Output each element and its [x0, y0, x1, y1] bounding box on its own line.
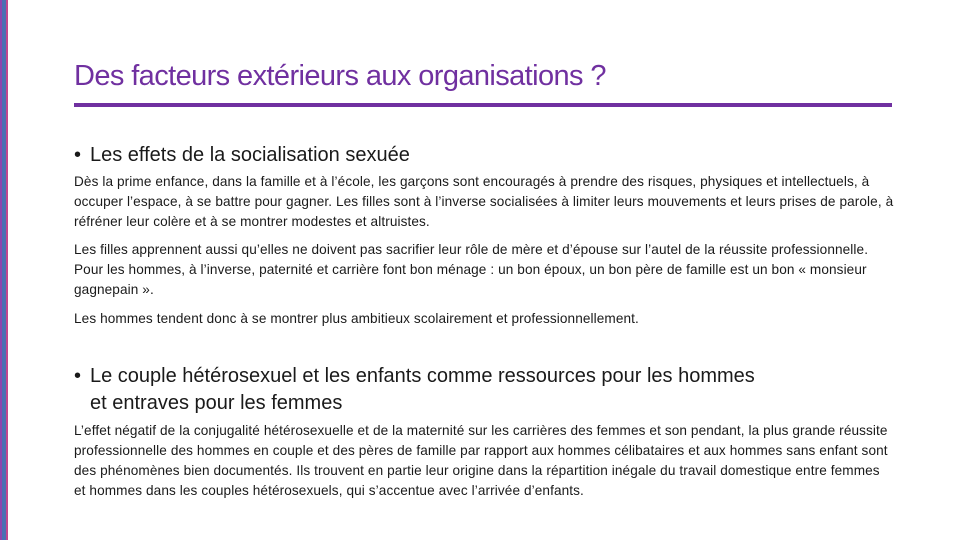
paragraph-girls-learn: Les filles apprennent aussi qu’elles ne doivent pas sacrifier leur rôle de mère et d’épouse sur l’autel de la réussite professionnelle. Pour les hommes, à l’inverse, paternité et carrière font bon ménage : un bon époux, un bon père de famille est un bon « monsieur gagnepain ».	[74, 242, 869, 297]
edge-stripe-pink	[6, 0, 8, 540]
paragraph-conjugality: L’effet négatif de la conjugalité hétérosexuelle et de la maternité sur les carrières des femmes et son pendant, la plus grande réussite professionnelle des hommes en couple et des pères de famille par rapport aux hommes célibataires et aux hommes sans enfant sont des phénomènes bien documentés. Ils trouvent en partie leur origine dans la répartition inégale du travail domestique entre femmes et hommes dans les couples hétérosexuels, qui s’accentue avec l’arrivée d’enfants.	[74, 423, 888, 498]
bullet-couple	[74, 363, 894, 417]
paragraph-men-ambition: Les hommes tendent donc à se montrer plus ambitieux scolairement et professionnellement.	[74, 311, 639, 326]
bullet-text-line2: et entraves pour les femmes	[90, 392, 343, 414]
paragraph-childhood: Dès la prime enfance, dans la famille et à l’école, les garçons sont encouragés à prendre des risques, physiques et intellectuels, à occuper l’espace, à se battre pour gagner. Les filles sont à l’inverse socialisées à limiter leurs mouvements et leurs prises de parole, à réfréner leur colère et à se montrer modestes et altruistes.	[74, 174, 894, 229]
bullet-marker: •	[74, 144, 82, 166]
bullet-text-line1: Le couple hétérosexuel et les enfants comme ressources pour les hommes	[90, 365, 755, 387]
slide-title: Des facteurs extérieurs aux organisations ?	[74, 60, 606, 92]
bullet-marker: •	[74, 365, 82, 387]
bullet-socialisation	[74, 142, 410, 169]
title-underline	[74, 103, 892, 107]
slide-edge-bar	[0, 0, 8, 540]
bullet-text: Les effets de la socialisation sexuée	[90, 144, 410, 166]
